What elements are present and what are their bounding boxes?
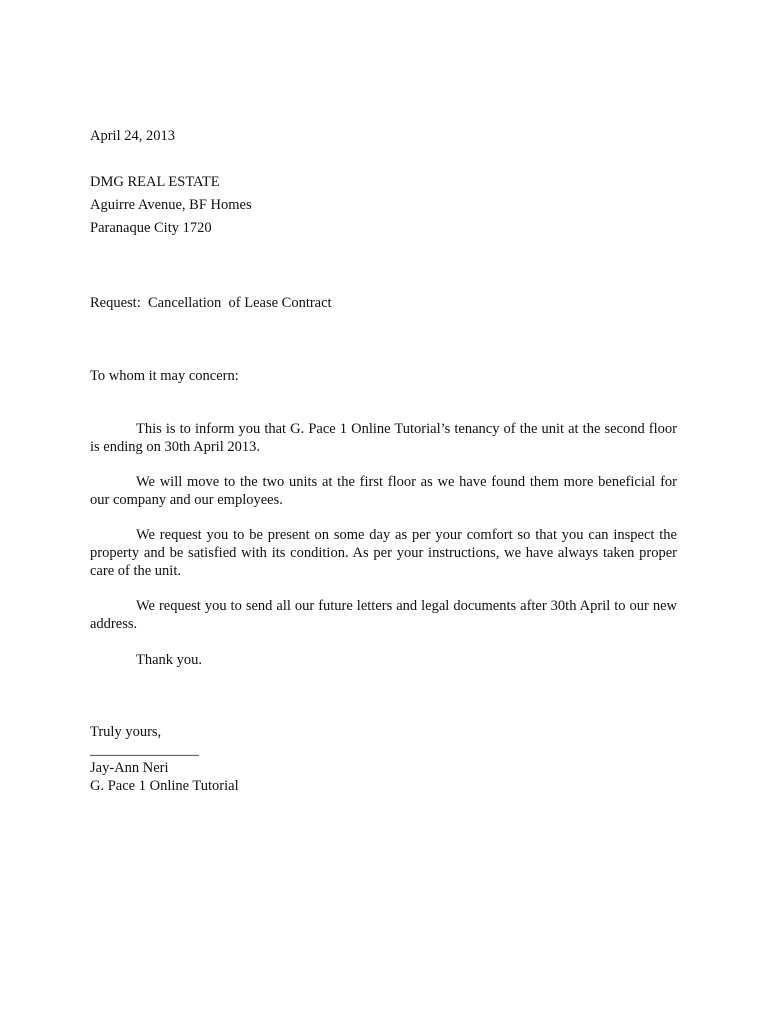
recipient-address-line2: Paranaque City 1720 (90, 220, 212, 236)
signer-name: Jay-Ann Neri (90, 760, 169, 776)
salutation: To whom it may concern: (90, 368, 239, 384)
body-paragraph-1: This is to inform you that G. Pace 1 Online Tutorial’s tenancy of the unit at the second floor is ending on 30th April 2013. (90, 421, 677, 455)
recipient-name: DMG REAL ESTATE (90, 174, 220, 190)
body-paragraph-4: We request you to send all our future letters and legal documents after 30th April to our new address. (90, 598, 677, 632)
body-paragraph-2: We will move to the two units at the first floor as we have found them more beneficial for our company and our employees. (90, 474, 677, 508)
signature-line: _______________ (90, 742, 199, 758)
letter-subject: Request: Cancellation of Lease Contract (90, 295, 332, 311)
recipient-address-line1: Aguirre Avenue, BF Homes (90, 197, 252, 213)
thank-you: Thank you. (136, 652, 203, 668)
signer-organization: G. Pace 1 Online Tutorial (90, 778, 239, 794)
letter-date: April 24, 2013 (90, 128, 175, 144)
closing: Truly yours, (90, 724, 162, 740)
body-paragraph-3: We request you to be present on some day as per your comfort so that you can inspect the property and be satisfied with its condition. As per your instructions, we have always taken proper care of the unit. (90, 527, 677, 579)
